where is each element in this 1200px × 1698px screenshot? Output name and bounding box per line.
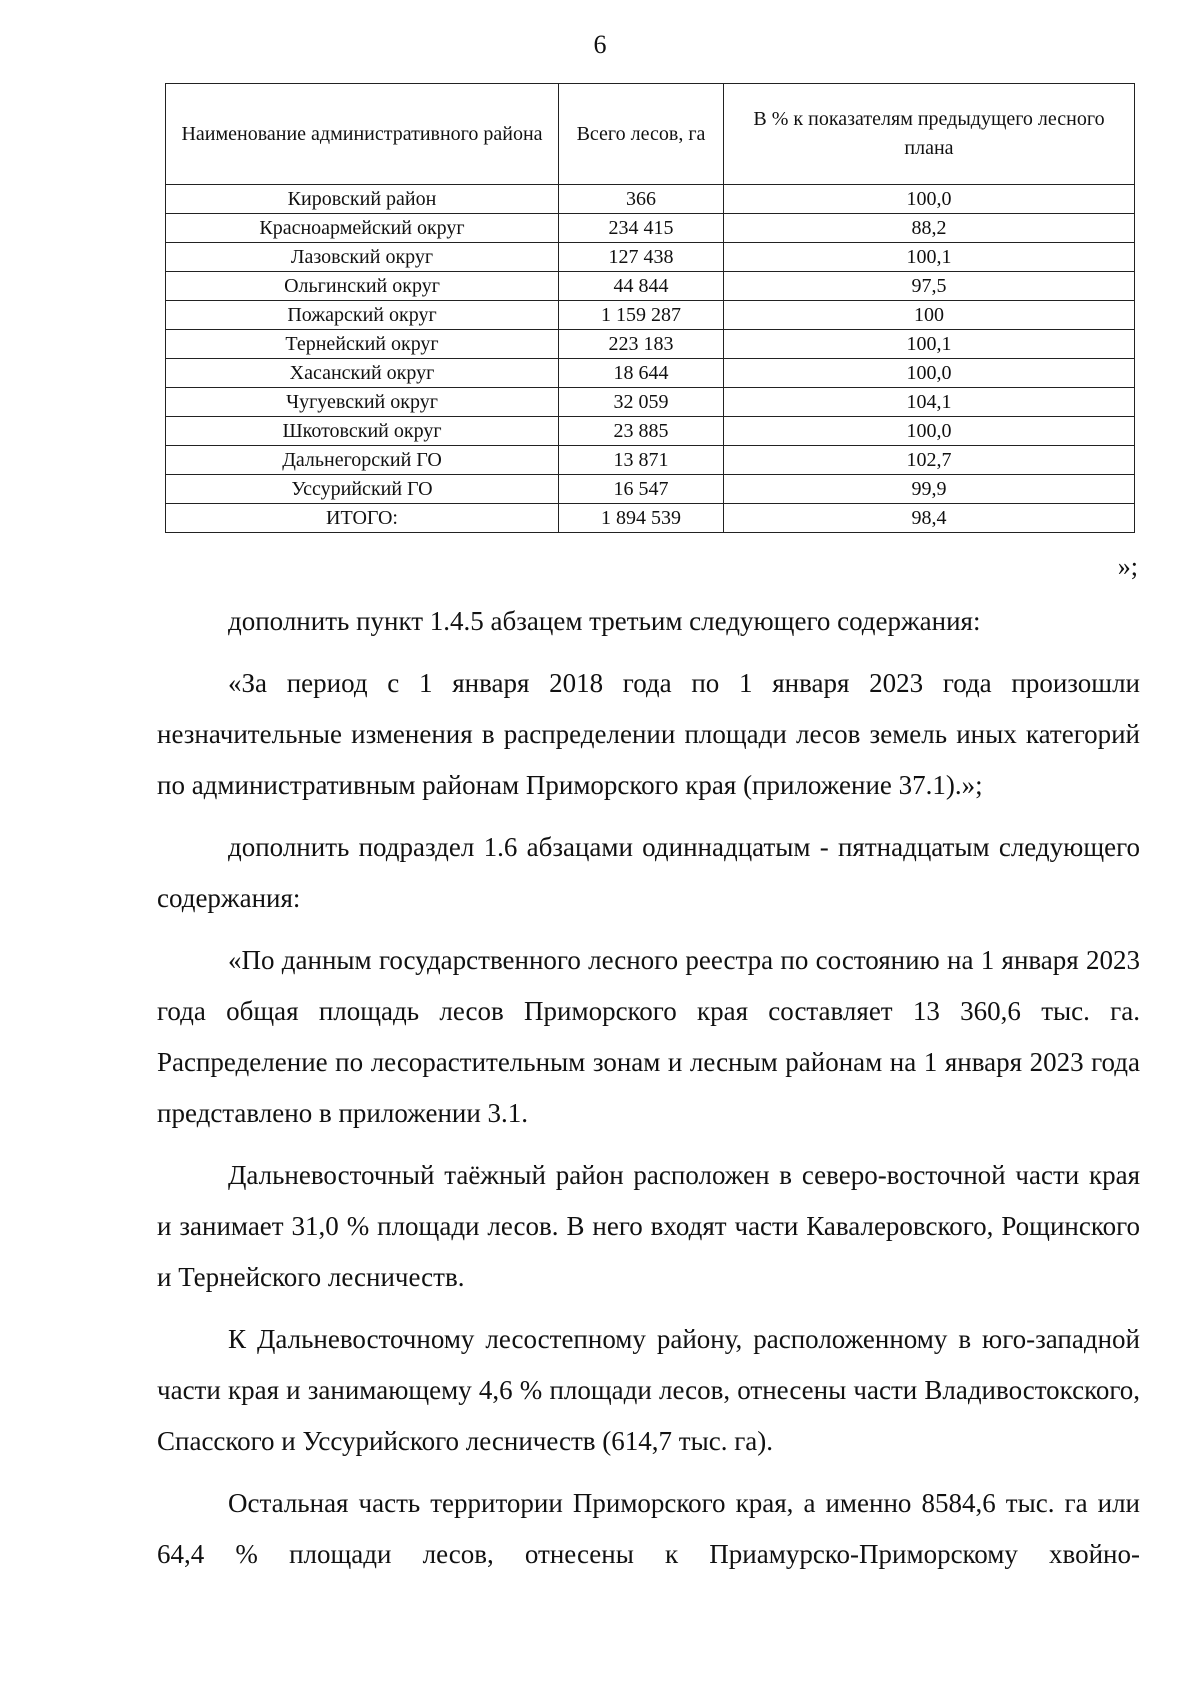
district-name: Чугуевский округ <box>166 388 559 417</box>
forest-total: 32 059 <box>559 388 724 417</box>
forest-percent: 100 <box>724 301 1135 330</box>
forest-percent: 100,0 <box>724 185 1135 214</box>
table-row <box>166 214 1135 243</box>
total-forest-sum: 1 894 539 <box>559 504 724 533</box>
table-row <box>166 417 1135 446</box>
header-district: Наименование административного района <box>166 84 559 185</box>
paragraph-forest-steppe-district: К Дальневосточному лесостепному району, расположенному в юго-западной части края и занимающему 4,6 % площади лесов, отнесены части Владивостокского, Спасского и Уссурийского лесничеств (614,7 тыс. га). <box>157 1324 1140 1456</box>
forest-total: 18 644 <box>559 359 724 388</box>
page-number: 6 <box>593 30 607 59</box>
table-row <box>166 359 1135 388</box>
table-row <box>166 388 1135 417</box>
header-percent: В % к показателям предыдущего лесного плана <box>724 84 1135 185</box>
table-row <box>166 330 1135 359</box>
total-percent: 98,4 <box>724 504 1135 533</box>
forest-total: 1 159 287 <box>559 301 724 330</box>
forest-percent: 97,5 <box>724 272 1135 301</box>
forest-area-table <box>165 83 1135 533</box>
forest-percent: 100,1 <box>724 243 1135 272</box>
paragraph-quote-period: «За период с 1 января 2018 года по 1 января 2023 года произошли незначительные изменения в распределении площади лесов земель иных категорий по административным районам Приморского края (приложение 37.1).»; <box>157 668 1140 800</box>
district-name: Уссурийский ГО <box>166 475 559 504</box>
table-row <box>166 243 1135 272</box>
body-text <box>157 596 1140 1580</box>
forest-percent: 88,2 <box>724 214 1135 243</box>
district-name: Тернейский округ <box>166 330 559 359</box>
paragraph-forest-registry: «По данным государственного лесного реестра по состоянию на 1 января 2023 года общая площадь лесов Приморского края составляет 13 360,6 тыс. га. Распределение по лесорастительным зонам и лесным районам на 1 января 2023 года представлено в приложении 3.1. <box>157 945 1140 1128</box>
district-name: Кировский район <box>166 185 559 214</box>
forest-percent: 100,0 <box>724 417 1135 446</box>
paragraph-taiga-district: Дальневосточный таёжный район расположен в северо-восточной части края и занимает 31,0 % площади лесов. В него входят части Кавалеровского, Рощинского и Тернейского лесничеств. <box>157 1160 1140 1292</box>
forest-percent: 104,1 <box>724 388 1135 417</box>
forest-total: 223 183 <box>559 330 724 359</box>
district-name: Хасанский округ <box>166 359 559 388</box>
table-row <box>166 475 1135 504</box>
forest-percent: 102,7 <box>724 446 1135 475</box>
table-row <box>166 301 1135 330</box>
forest-total: 366 <box>559 185 724 214</box>
district-name: Шкотовский округ <box>166 417 559 446</box>
district-name: Дальнегорский ГО <box>166 446 559 475</box>
forest-total: 127 438 <box>559 243 724 272</box>
table-total-row <box>166 504 1135 533</box>
forest-percent: 99,9 <box>724 475 1135 504</box>
paragraph-remaining-territory: Остальная часть территории Приморского края, а именно 8584,6 тыс. га или 64,4 % площади лесов, отнесены к Приамурско-Приморскому хвойно- <box>157 1488 1140 1569</box>
district-name: Ольгинский округ <box>166 272 559 301</box>
total-label: ИТОГО: <box>166 504 559 533</box>
forest-percent: 100,0 <box>724 359 1135 388</box>
forest-total: 13 871 <box>559 446 724 475</box>
district-name: Пожарский округ <box>166 301 559 330</box>
paragraph-amend-1-6: дополнить подраздел 1.6 абзацами одиннадцатым - пятнадцатым следующего содержания: <box>157 832 1140 913</box>
paragraph-amend-1-4-5: дополнить пункт 1.4.5 абзацем третьим следующего содержания: <box>228 606 981 636</box>
district-name: Лазовский округ <box>166 243 559 272</box>
forest-total: 23 885 <box>559 417 724 446</box>
table-row <box>166 446 1135 475</box>
header-total-forest: Всего лесов, га <box>559 84 724 185</box>
table-header-row <box>166 84 1135 185</box>
table-row <box>166 272 1135 301</box>
forest-total: 16 547 <box>559 475 724 504</box>
forest-total: 234 415 <box>559 214 724 243</box>
table-row <box>166 185 1135 214</box>
forest-total: 44 844 <box>559 272 724 301</box>
district-name: Красноармейский округ <box>166 214 559 243</box>
forest-percent: 100,1 <box>724 330 1135 359</box>
closing-quote-mark: »; <box>1117 552 1138 581</box>
